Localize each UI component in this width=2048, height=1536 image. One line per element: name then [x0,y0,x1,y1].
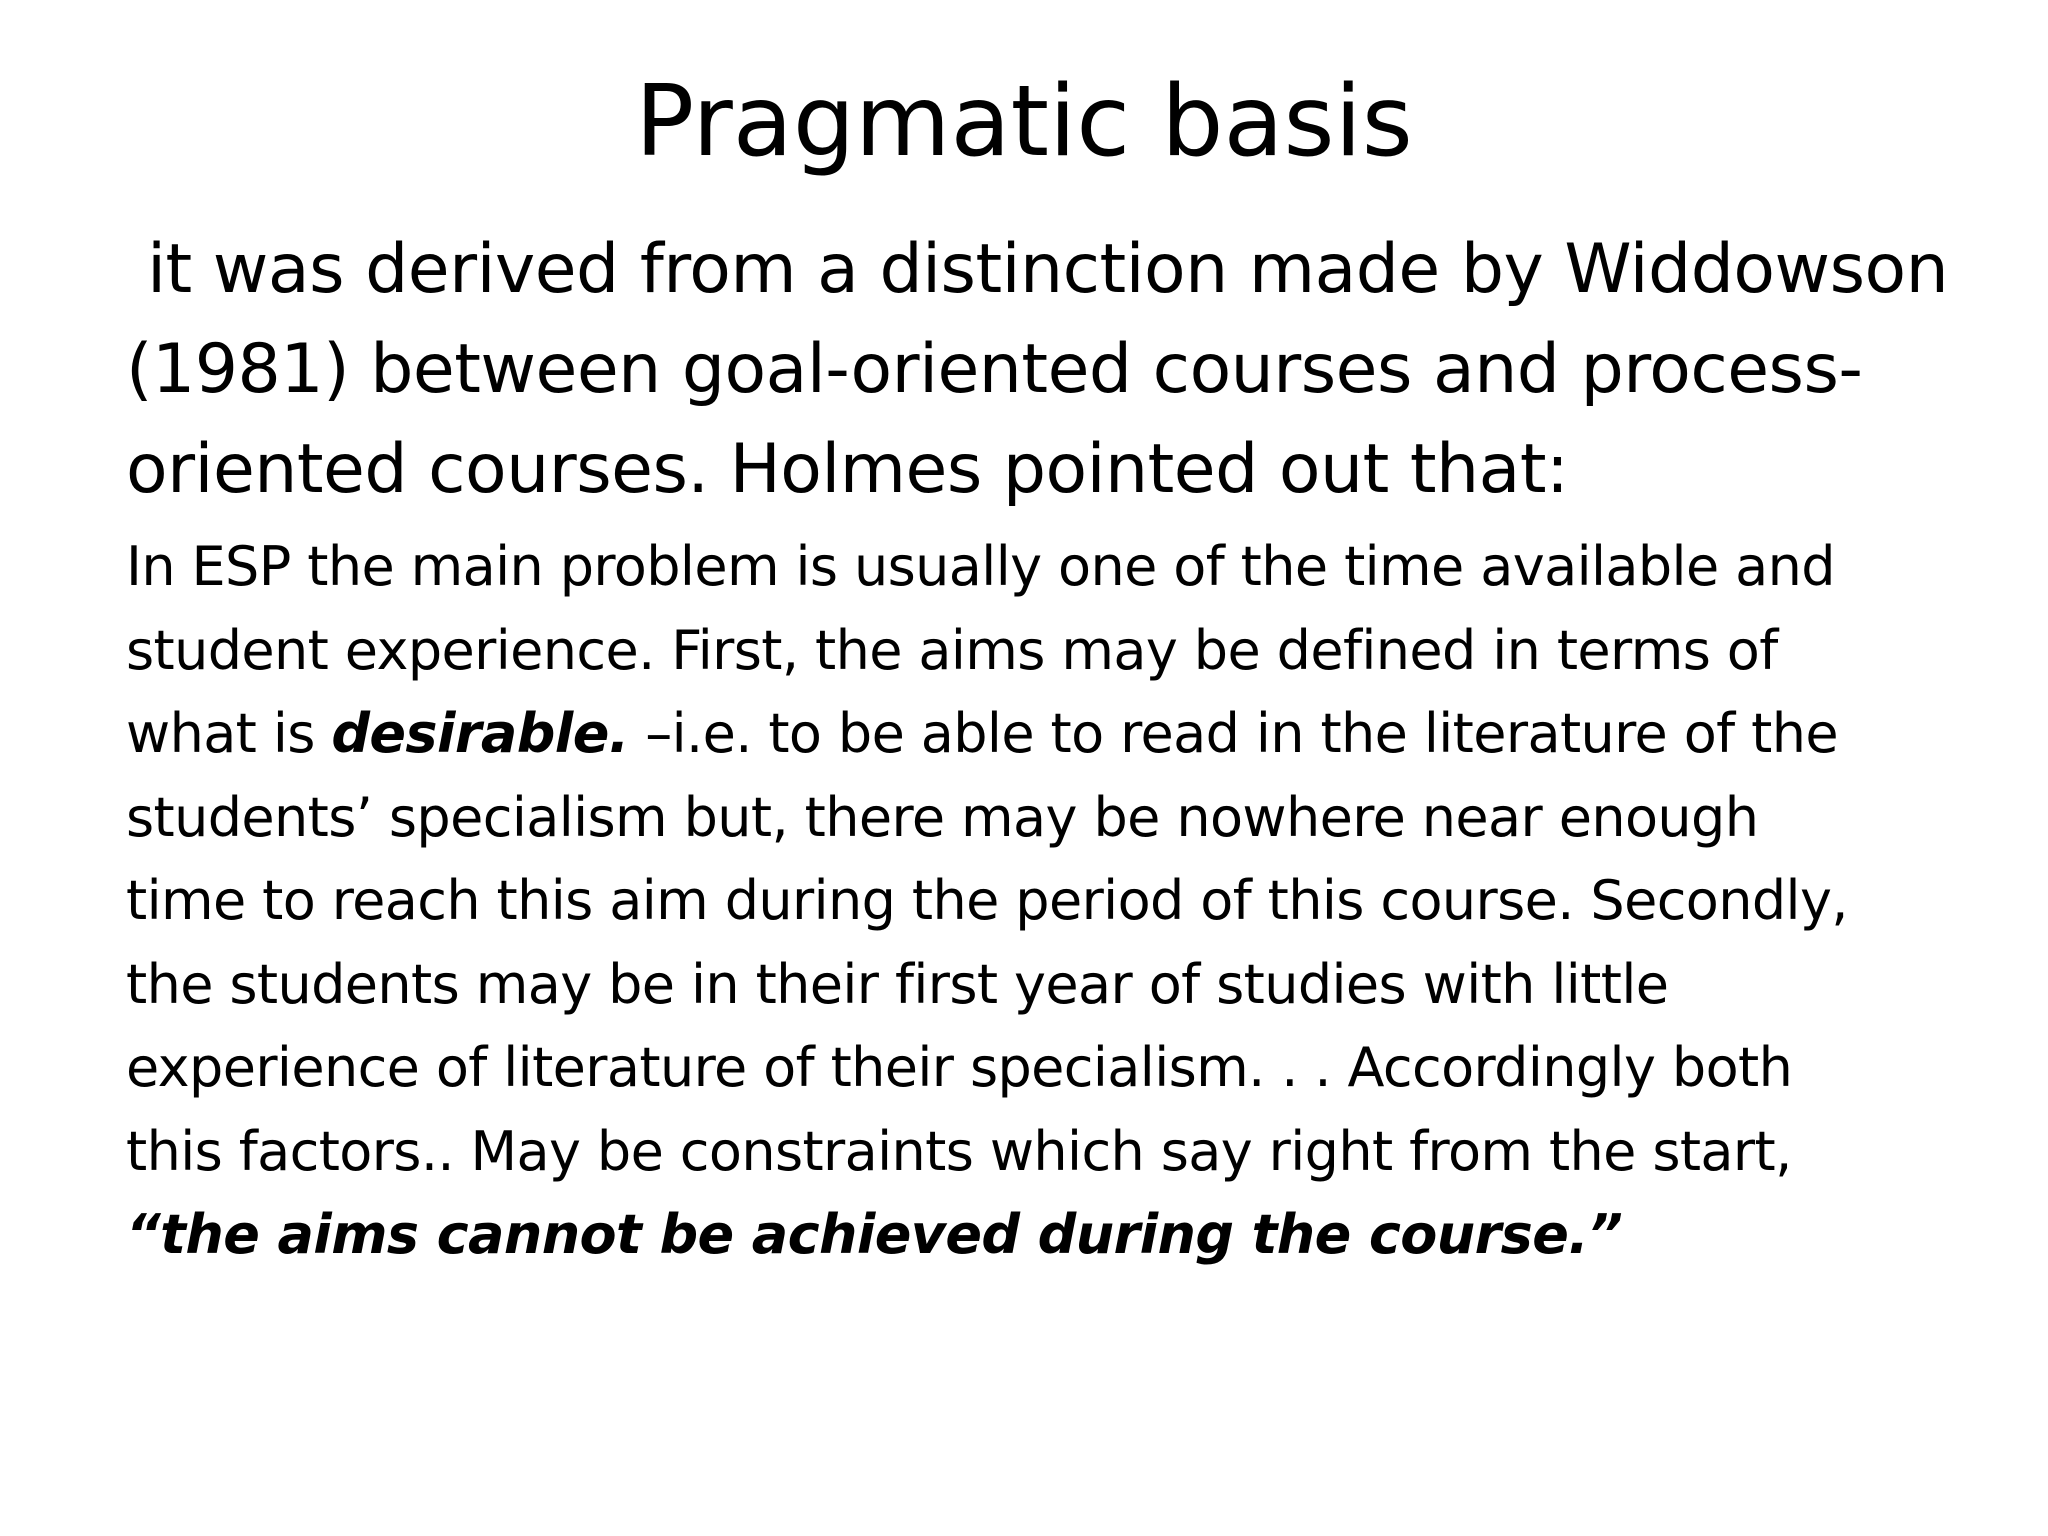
quote-line: this factors.. May be constraints which say right from the start, [126,1119,1792,1183]
quote-line: students’ specialism but, there may be nowhere near enough [126,785,1759,849]
quote-line: In ESP the main problem is usually one of the time available and [126,535,1835,598]
quote-line: experience of literature of their specialism. . . Accordingly both [126,1036,1793,1099]
quote-text: what is [126,702,332,765]
emphasis-desirable: desirable. [331,702,629,765]
quote-line: time to reach this aim during the period of this course. Secondly, [126,869,1848,932]
quote-line [126,692,2006,776]
intro-line: it was derived from a distinction made by Widdowson [126,230,1949,309]
quote-line: student experience. First, the aims may be defined in terms of [126,618,1778,682]
intro-line: oriented courses. Holmes pointed out that: [126,430,1569,509]
intro-paragraph [126,220,1976,520]
quoted-passage [126,525,2006,1277]
slide-title: Pragmatic basis [635,65,1413,179]
quote-text: –i.e. to be able to read in the literature of the [628,702,1838,765]
emphasis-conclusion: “the aims cannot be achieved during the course.” [126,1203,1623,1266]
quote-line: the students may be in their first year of studies with little [126,952,1669,1016]
intro-line: (1981) between goal-oriented courses and process- [126,330,1863,409]
